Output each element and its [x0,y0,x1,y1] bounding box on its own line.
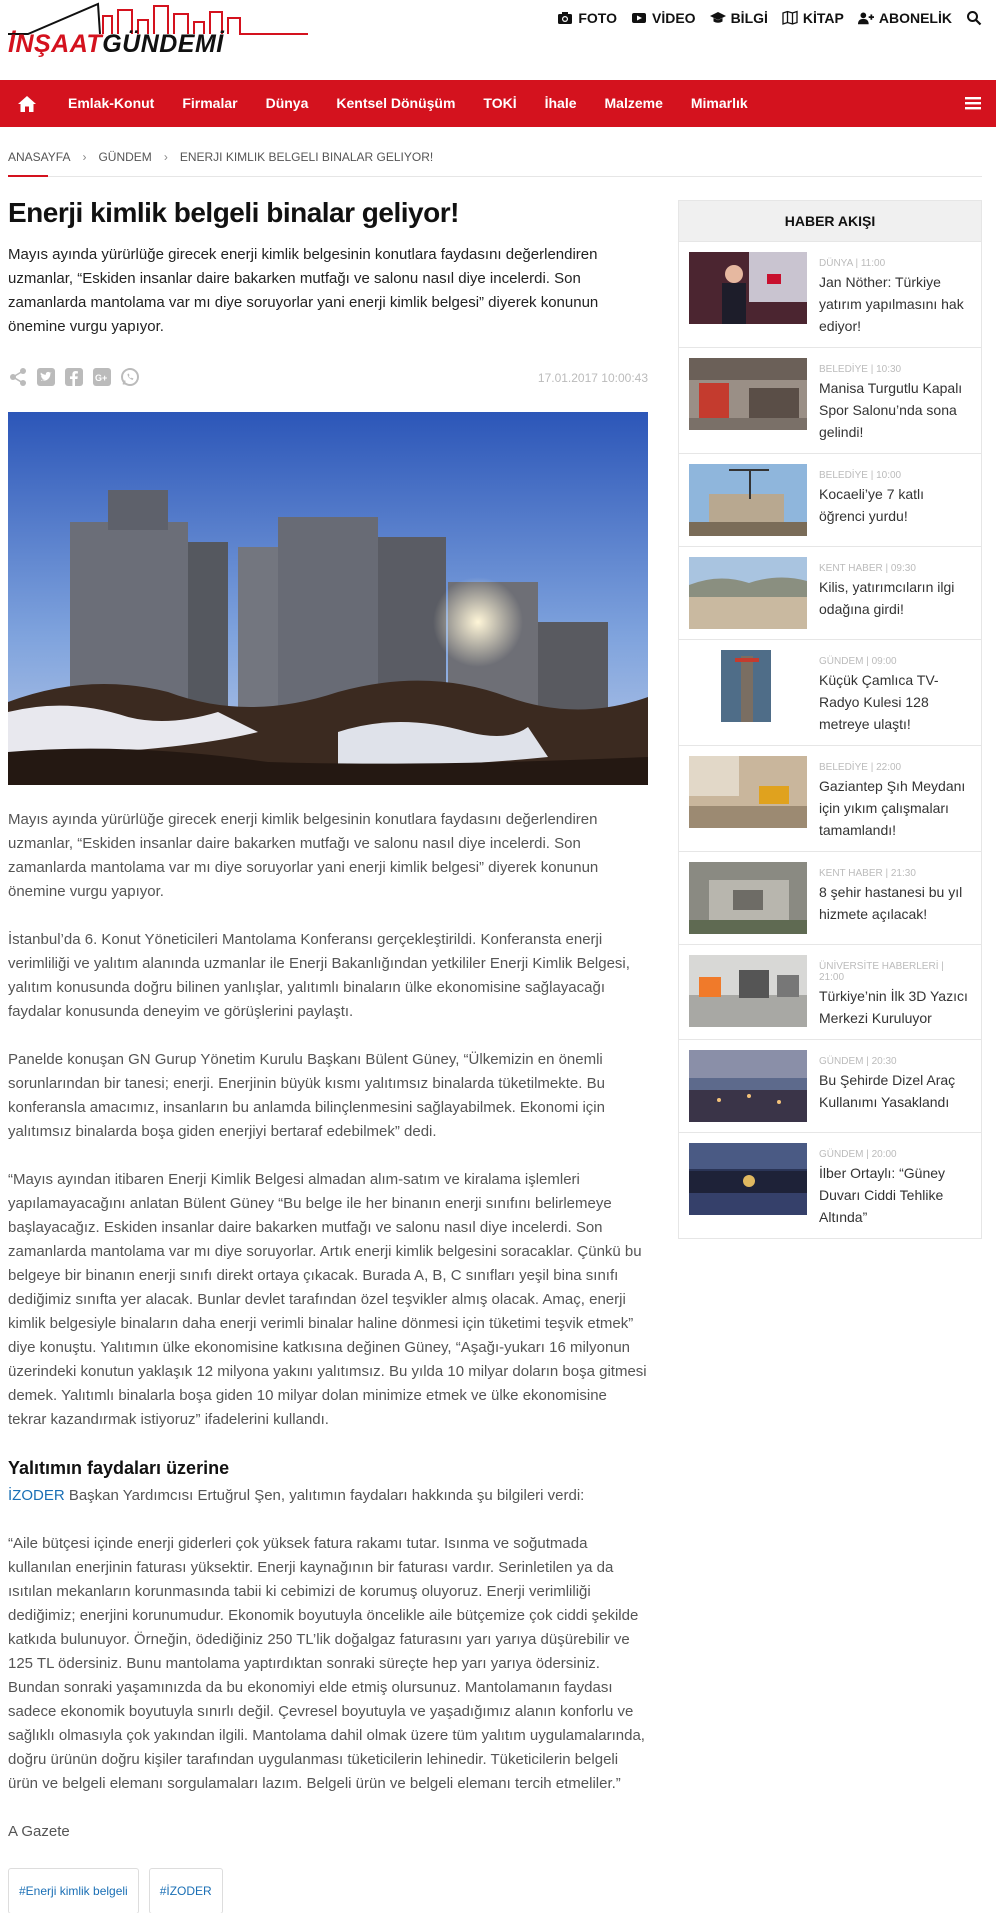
news-meta: BELEDİYE | 10:00 [819,470,902,481]
bilgi-label: BİLGİ [730,10,768,26]
video-link[interactable] [631,10,696,26]
publish-date: 17.01.2017 10:00:43 [537,371,648,385]
article-title: Enerji kimlik belgeli binalar geliyor! [8,197,459,228]
hamburger-menu-icon[interactable] [964,94,982,112]
nav-item-firmalar[interactable]: Firmalar [182,95,238,111]
news-title[interactable]: Gaziantep Şıh Meydanı için yıkım çalışmaları tamamlandı! [819,778,966,838]
news-thumbnail[interactable] [689,1143,807,1215]
news-feed-sidebar [678,200,982,1239]
news-thumbnail[interactable] [689,756,807,828]
tag-item[interactable]: #İZODER [149,1868,223,1913]
article-paragraph: İstanbul’da 6. Konut Yöneticileri Mantolama Konferansı gerçekleştirildi. Konferansta enerji verimliliği ve yalıtım alanında uzmanlar ile Enerji Bakanlığından yetkililer Enerji Kimlik Belgesi, yalıtım konusunda doğru bilinen yanlışlar, yalıtımlı binaların ülke ekonomisine sağlayacağı faydalar konusunda deneyim ve görüşlerini paylaştı. [8,931,630,1020]
kitap-link[interactable] [782,10,844,26]
foto-link[interactable] [557,10,617,26]
news-meta: BELEDİYE | 10:30 [819,364,902,375]
chevron-right-icon: › [163,150,168,164]
main-nav [0,80,996,127]
video-icon [631,10,647,26]
news-meta: KENT HABER | 09:30 [819,563,916,574]
news-thumbnail[interactable] [689,650,807,722]
tag-item[interactable]: #Enerji kimlik belgeli [8,1868,139,1913]
news-thumbnail[interactable] [689,862,807,934]
top-links [557,10,982,26]
logo-text [8,32,224,56]
izoder-text: Başkan Yardımcısı Ertuğrul Şen, yalıtımın faydaları hakkında şu bilgileri verdi: [64,1487,585,1504]
article-quote: “Aile bütçesi içinde enerji giderleri çok yüksek fatura rakamı tutar. Isınma ve soğutmada kullanılan enerjinin faturası yüksektir. Enerji kaynağının bir faturası vardır. Serinletilen ya da ısıtılan mekanların korunmasında tabii ki cebimizi de korumuş oluyoruz. Enerji verimliliği dediğimiz; enerjini korunumudur. Ekonomik boyutuyla öncelikle aile bütçemize çok ciddi şekilde katkıda bulunuyor. Örneğin, ödediğiniz 250 TL’lik doğalgaz faturasını yarı yarıya düşürebilir ve 125 TL ödersiniz. Bunu mantolama yaptırdıktan sonraki süreçte hep yarı yarıya ödersiniz. Bundan sonraki yaşamınızda da bu ekonomiyi elde etmiş olursunuz. Mantolamanın faydası sadece ekonomik boyutuyla sınırlı değil. Çevresel boyutuyla ve yaşadığımız alanın konforlu ve sağlıklı olmasıyla çok yakından ilgili. Mantolama dahil olmak üzere tüm yalıtım uygulamalarında, doğru ürünün doğru kişiler tarafından uygulanması tüketicilerin lehinedir. Tüketicilerin belgeli ürün ve belgeli elemanı sorgulamaları lazım. Belgeli ürün ve belgeli elemanı tercih etmeliler.” [8,1535,645,1792]
nav-item-emlak-konut[interactable]: Emlak-Konut [68,95,155,111]
breadcrumb-home[interactable]: ANASAYFA [8,150,71,164]
news-thumbnail[interactable] [689,358,807,430]
tag-list [8,1868,648,1913]
sidebar-title: HABER AKIŞI [679,201,981,241]
article-hero-image [8,412,648,785]
article-subheading: Yalıtımın faydaları üzerine [8,1458,230,1478]
news-item[interactable] [679,453,981,546]
news-item[interactable] [679,241,981,347]
article-lead: Mayıs ayında yürürlüğe girecek enerji kimlik belgesinin konutlara faydasını değerlendiren uzmanlar, “Eskiden insanlar daire bakarken mutfağı ve salonu nasıl diye incelerdi. Son zamanlarda mantolama var mı diye soruyorlar yani enerji kimlik belgesi” diyerek konunun önemine vurgu yapıyor. [8,246,599,335]
news-item[interactable] [679,639,981,745]
news-meta: KENT HABER | 21:30 [819,868,916,879]
graduation-cap-icon [710,10,726,26]
camera-icon [557,10,573,26]
news-meta: GÜNDEM | 20:30 [819,1056,897,1067]
facebook-icon[interactable] [64,367,84,387]
news-thumbnail[interactable] [689,252,807,324]
news-meta: GÜNDEM | 20:00 [819,1149,897,1160]
nav-item-dunya[interactable]: Dünya [265,95,309,111]
abonelik-link[interactable] [858,10,952,26]
news-meta: DÜNYA | 11:00 [819,258,886,269]
article-body [8,808,648,1913]
news-title[interactable]: Türkiye’nin İlk 3D Yazıcı Merkezi Kuruluyor [819,988,968,1026]
site-logo[interactable] [8,2,308,62]
news-thumbnail[interactable] [689,955,807,1027]
nav-item-malzeme[interactable]: Malzeme [604,95,663,111]
home-button[interactable] [0,80,54,127]
kitap-label: KİTAP [802,10,844,26]
breadcrumb-current: ENERJI KIMLIK BELGELI BINALAR GELIYOR! [179,150,434,164]
whatsapp-icon[interactable] [120,367,140,387]
news-title[interactable]: Jan Nöther: Türkiye yatırım yapılmasını hak ediyor! [819,274,964,334]
svg-text:G+: G+ [95,373,108,383]
foto-label: FOTO [578,10,617,26]
news-item[interactable] [679,745,981,851]
news-meta: GÜNDEM | 09:00 [819,656,897,667]
google-plus-icon[interactable] [92,367,112,387]
article-source: A Gazete [8,1823,70,1840]
news-title[interactable]: Küçük Çamlıca TV-Radyo Kulesi 128 metreye ulaştı! [819,672,939,732]
breadcrumb-category[interactable]: GÜNDEM [98,150,152,164]
breadcrumb-divider [8,176,982,177]
article-paragraph: Mayıs ayında yürürlüğe girecek enerji kimlik belgesinin konutlara faydasını değerlendiren uzmanlar, “Eskiden insanlar daire bakarken mutfağı ve salonu nasıl diye incelerdi. Son zamanlarda mantolama var mı diye soruyorlar yani enerji kimlik belgesi” diyerek konunun önemine vurgu yapıyor. [8,811,599,900]
search-icon [966,10,982,26]
article [8,195,648,1898]
izoder-link[interactable]: İZODER [8,1487,65,1504]
chevron-right-icon: › [82,150,87,164]
news-title[interactable]: İlber Ortaylı: “Güney Duvarı Ciddi Tehlike Altında” [819,1165,946,1225]
news-item[interactable] [679,944,981,1039]
news-title[interactable]: Kilis, yatırımcıların ilgi odağına girdi! [819,579,955,617]
nav-item-ihale[interactable]: İhale [544,95,577,111]
breadcrumb [8,150,433,164]
news-title[interactable]: 8 şehir hastanesi bu yıl hizmete açılacak! [819,884,963,922]
logo-part2: GÜNDEMİ [102,30,224,58]
nav-item-toki[interactable]: TOKİ [483,95,517,111]
news-title[interactable]: Kocaeli’ye 7 katlı öğrenci yurdu! [819,486,925,524]
news-item[interactable] [679,851,981,944]
share-icon[interactable] [8,367,28,387]
news-meta: ÜNİVERSİTE HABERLERİ | 21:00 [819,961,944,983]
news-item[interactable] [679,1039,981,1132]
news-item[interactable] [679,347,981,453]
share-bar [8,367,140,387]
user-plus-icon [858,10,874,26]
news-thumbnail[interactable] [689,557,807,629]
top-header [0,0,1000,80]
book-icon [782,10,798,26]
news-meta: BELEDİYE | 22:00 [819,762,902,773]
breadcrumb-accent [8,175,48,177]
news-title[interactable]: Bu Şehirde Dizel Araç Kullanımı Yasaklandı [819,1072,956,1110]
abonelik-label: ABONELİK [878,10,952,26]
home-icon [17,95,37,113]
news-thumbnail[interactable] [689,1050,807,1122]
news-thumbnail[interactable] [689,464,807,536]
logo-part1: İNŞAAT [8,30,103,58]
news-item[interactable] [679,546,981,639]
article-paragraph [8,1484,648,1508]
twitter-icon[interactable] [36,367,56,387]
article-paragraph: “Mayıs ayından itibaren Enerji Kimlik Belgesi almadan alım-satım ve kiralama işlemleri yapılamayacağını anlatan Bülent Güney “Bu belge ile her binanın enerji sınıfını belirlemeye başlayacağız. Eskiden insanlar daire bakarken mutfağı ve salonu nasıl diye incelerdi. Son zamanlarda mantolama var mı diye soruyorlar. Artık enerji kimlik belgesini soracaklar. Çünkü bu belgeye bir binanın enerji sınıfı direkt ortaya çıkacak. Burada A, B, C sınıfları yeşil bina sınıfı dediğimiz sınıfta yer alacak. Bunlar devlet tarafından özel teşvikler almış olacak. Amaç, enerji kimlik belgesiyle binaların daha enerji verimli binalar haline dönmesi için tüketimi teşvik etmek” diye konuştu. Yalıtımın ülke ekonomisine katkısına değinen Güney, “Aşağı-yukarı 16 milyonun üzerindeki konutun yaklaşık 12 milyona yakını yalıtımsız. Bu yılda 10 milyar doların boşa gitmesi demek. Yalıtımlı binalarla boşa giden 10 milyar dolan minimize etmek ve ülke ekonomisine tekrar kazandırmak istiyoruz” ifadelerini kullandı. [8,1171,647,1428]
news-title[interactable]: Manisa Turgutlu Kapalı Spor Salonu’nda sona gelindi! [819,380,963,440]
video-label: VİDEO [651,10,696,26]
article-paragraph: Panelde konuşan GN Gurup Yönetim Kurulu Başkanı Bülent Güney, “Ülkemizin en önemli sorunlarından bir tanesi; enerji. Enerjinin büyük kısmı yalıtımsız binalarda tüketilmekte. Bu konferansla amacımız, insanların bu anlamda bilinçlenmesini sağlayabilmek. Ekonomi için yalıtımsız binalarda boşa giden enerjiyi bertaraf edebilmek” dedi. [8,1051,605,1140]
nav-item-mimarlik[interactable]: Mimarlık [690,95,748,111]
nav-item-kentsel-donusum[interactable]: Kentsel Dönüşüm [336,95,456,111]
bilgi-link[interactable] [710,10,768,26]
news-item[interactable] [679,1132,981,1238]
search-button[interactable] [966,10,982,26]
